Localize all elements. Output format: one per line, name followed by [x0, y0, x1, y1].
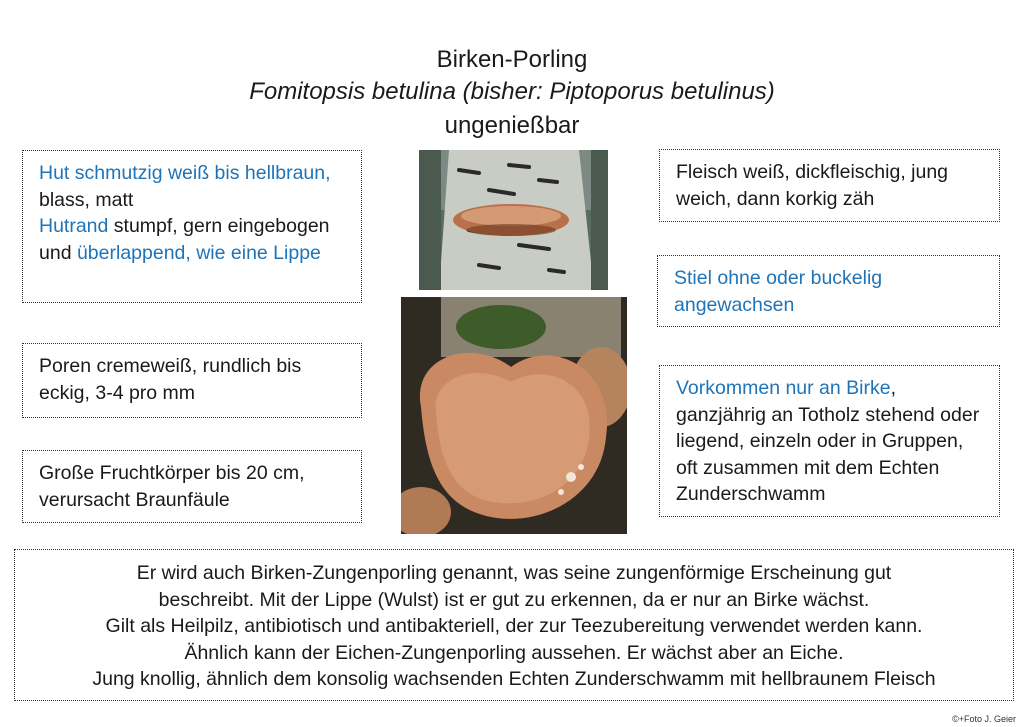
groesse-text: Große Fruchtkörper bis 20 cm, verursacht Braunfäule — [39, 462, 305, 511]
edibility-label: ungenießbar — [444, 112, 580, 139]
photo-credit: ©+Foto J. Geier — [952, 714, 1016, 724]
hut-surface-text: blass, matt — [39, 188, 134, 211]
stiel-text: Stiel ohne oder buckelig angewachsen — [674, 267, 883, 316]
groesse-info-box — [22, 450, 362, 523]
photo-fungus-closeup — [401, 297, 627, 534]
hutrand-label: Hutrand — [39, 215, 109, 237]
vorkommen-info-box — [659, 365, 1000, 517]
vorkommen-label: Vorkommen nur an Birke — [676, 377, 891, 399]
description-line: Gilt als Heilpilz, antibiotisch und antibakteriell, der zur Teezubereitung verwendet werden kann. — [105, 615, 923, 637]
poren-text: Poren cremeweiß, rundlich bis eckig, 3-4 pro mm — [39, 355, 302, 404]
description-line: beschreibt. Mit der Lippe (Wulst) ist er gut zu erkennen, da er nur an Birke wächst. — [158, 588, 870, 611]
description-line: Jung knollig, ähnlich dem konsolig wachsenden Echten Zunderschwamm mit hellbraunem Fleisch — [92, 668, 936, 690]
poren-info-box — [22, 343, 362, 418]
fleisch-info-box — [659, 149, 1000, 222]
stiel-info-box — [657, 255, 1000, 327]
hutrand-text: stumpf, gern eingebogen und — [39, 215, 330, 264]
hut-info-box — [22, 150, 362, 303]
description-line: Er wird auch Birken-Zungenporling genannt, was seine zungenförmige Erscheinung gut — [136, 562, 892, 584]
photo-bracket-on-trunk — [419, 150, 608, 290]
vorkommen-text: , ganzjährig an Totholz stehend oder liegend, einzeln oder in Gruppen, oft zusammen mit dem Echten Zunderschwamm — [676, 377, 980, 505]
fleisch-text: Fleisch weiß, dickfleischig, jung weich, dann korkig zäh — [676, 161, 949, 210]
hut-color-text: Hut schmutzig weiß bis hellbraun, — [39, 162, 331, 184]
description-line: Ähnlich kann der Eichen-Zungenporling aussehen. Er wächst aber an Eiche. — [184, 641, 844, 664]
page-title: Birken-Porling — [436, 46, 588, 73]
description-box — [14, 549, 1014, 701]
lippe-text: überlappend, wie eine Lippe — [76, 241, 321, 264]
scientific-name: Fomitopsis betulina (bisher: Piptoporus betulinus) — [249, 78, 775, 105]
